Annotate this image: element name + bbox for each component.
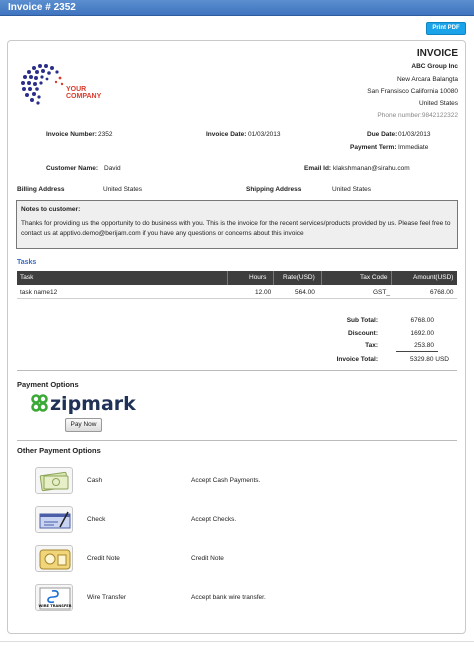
page-bottom-border [0,641,474,642]
payment-method-name: Credit Note [87,555,120,562]
logo-company-text [66,86,101,100]
totals-underline [396,351,438,352]
payment-method-row[interactable] [0,506,474,534]
email-label: Email Id: [304,165,332,172]
payment-method-desc: Credit Note [191,555,224,562]
invoice-total-value: 5329.80 USD [409,356,449,363]
logo-line-2: COMPANY [66,93,102,100]
company-name: ABC Group Inc [411,63,458,70]
other-payment-options-heading: Other Payment Options [17,446,101,455]
task-tax-code: GST_ [373,289,390,296]
section-divider [17,440,457,441]
col-rate: Rate(USD) [283,274,315,281]
credit-note-icon [35,545,73,572]
col-tax-code: Tax Code [360,274,388,281]
tasks-table [17,271,457,299]
billing-address-label: Billing Address [17,186,65,193]
billing-address-value: United States [103,186,143,193]
invoice-total-label: Invoice Total: [336,356,378,363]
pay-now-button[interactable]: Pay Now [65,418,102,432]
wire-transfer-icon [35,584,73,611]
invoice-date-label: Invoice Date: [206,131,247,138]
col-task: Task [20,274,34,281]
zipmark-logo [30,390,140,416]
payment-method-desc: Accept Cash Payments. [191,477,261,484]
shipping-address-label: Shipping Address [246,186,302,193]
window-title: Invoice # 2352 [8,2,76,13]
col-divider [321,271,322,285]
col-divider [391,271,392,285]
section-divider [17,370,457,371]
col-amount: Amount(USD) [413,274,454,281]
col-divider [227,271,228,285]
table-row [17,285,457,299]
invoice-number-label: Invoice Number: [46,131,97,138]
payment-term-label: Payment Term: [350,144,397,151]
payment-method-name: Cash [87,477,103,484]
invoice-date-value: 01/03/2013 [248,131,281,138]
address-line-2: San Fransisco California 10080 [367,88,458,95]
discount-value: 1692.00 [410,330,434,337]
zipmark-icon [30,390,140,416]
payment-options-heading: Payment Options [17,380,79,389]
payment-method-desc: Accept Checks. [191,516,237,523]
email-value: klakshmanan@sirahu.com [333,165,410,172]
payment-method-row[interactable] [0,467,474,495]
logo-line-1: YOUR [66,86,87,93]
col-hours: Hours [249,274,267,281]
subtotal-value: 6768.00 [410,317,434,324]
task-amount: 6768.00 [430,289,454,296]
task-hours: 12.00 [255,289,272,296]
discount-label: Discount: [348,330,378,337]
subtotal-label: Sub Total: [346,317,378,324]
company-logo [18,58,118,108]
payment-term-value: Immediate [398,144,429,151]
tasks-table-header [17,271,457,285]
tax-label: Tax: [365,342,378,349]
company-country: United States [418,100,458,107]
tax-value: 253.80 [414,342,434,349]
customer-notes [16,200,458,249]
notes-body: Thanks for providing us the opportunity to do business with you. This is the invoice for the recent services/products provided by us. Please feel free to contact us at apptivo.demo@berijam.com if you have any questions or concerns about this invoice [21,220,451,237]
check-icon [35,506,73,533]
invoice-number-value: 2352 [98,131,113,138]
shipping-address-value: United States [332,186,372,193]
invoice-heading: INVOICE [416,48,458,59]
company-phone: Phone number:9842122322 [377,112,458,119]
tasks-heading: Tasks [17,259,37,266]
due-date-label: Due Date: [367,131,398,138]
notes-heading: Notes to customer: [21,206,81,213]
task-rate: 564.00 [295,289,315,296]
due-date-value: 01/03/2013 [398,131,431,138]
payment-method-row[interactable] [0,545,474,573]
customer-name-label: Customer Name: [46,165,99,172]
logo-globe-icon [18,58,68,108]
payment-method-name: Wire Transfer [87,594,127,601]
col-divider [273,271,274,285]
zipmark-wordmark: zipmark [50,393,136,415]
payment-method-row[interactable] [0,584,474,612]
task-name: task name12 [20,289,58,296]
payment-method-desc: Accept bank wire transfer. [191,594,266,601]
cash-icon [35,467,73,494]
payment-method-name: Check [87,516,106,523]
print-pdf-button[interactable]: Print PDF [426,22,466,35]
customer-name-value: David [104,165,121,172]
window-titlebar [0,0,474,16]
address-line-1: New Arcara Balangta [396,76,458,83]
wire-icon-text: WIRE TRANSFER [38,604,72,608]
